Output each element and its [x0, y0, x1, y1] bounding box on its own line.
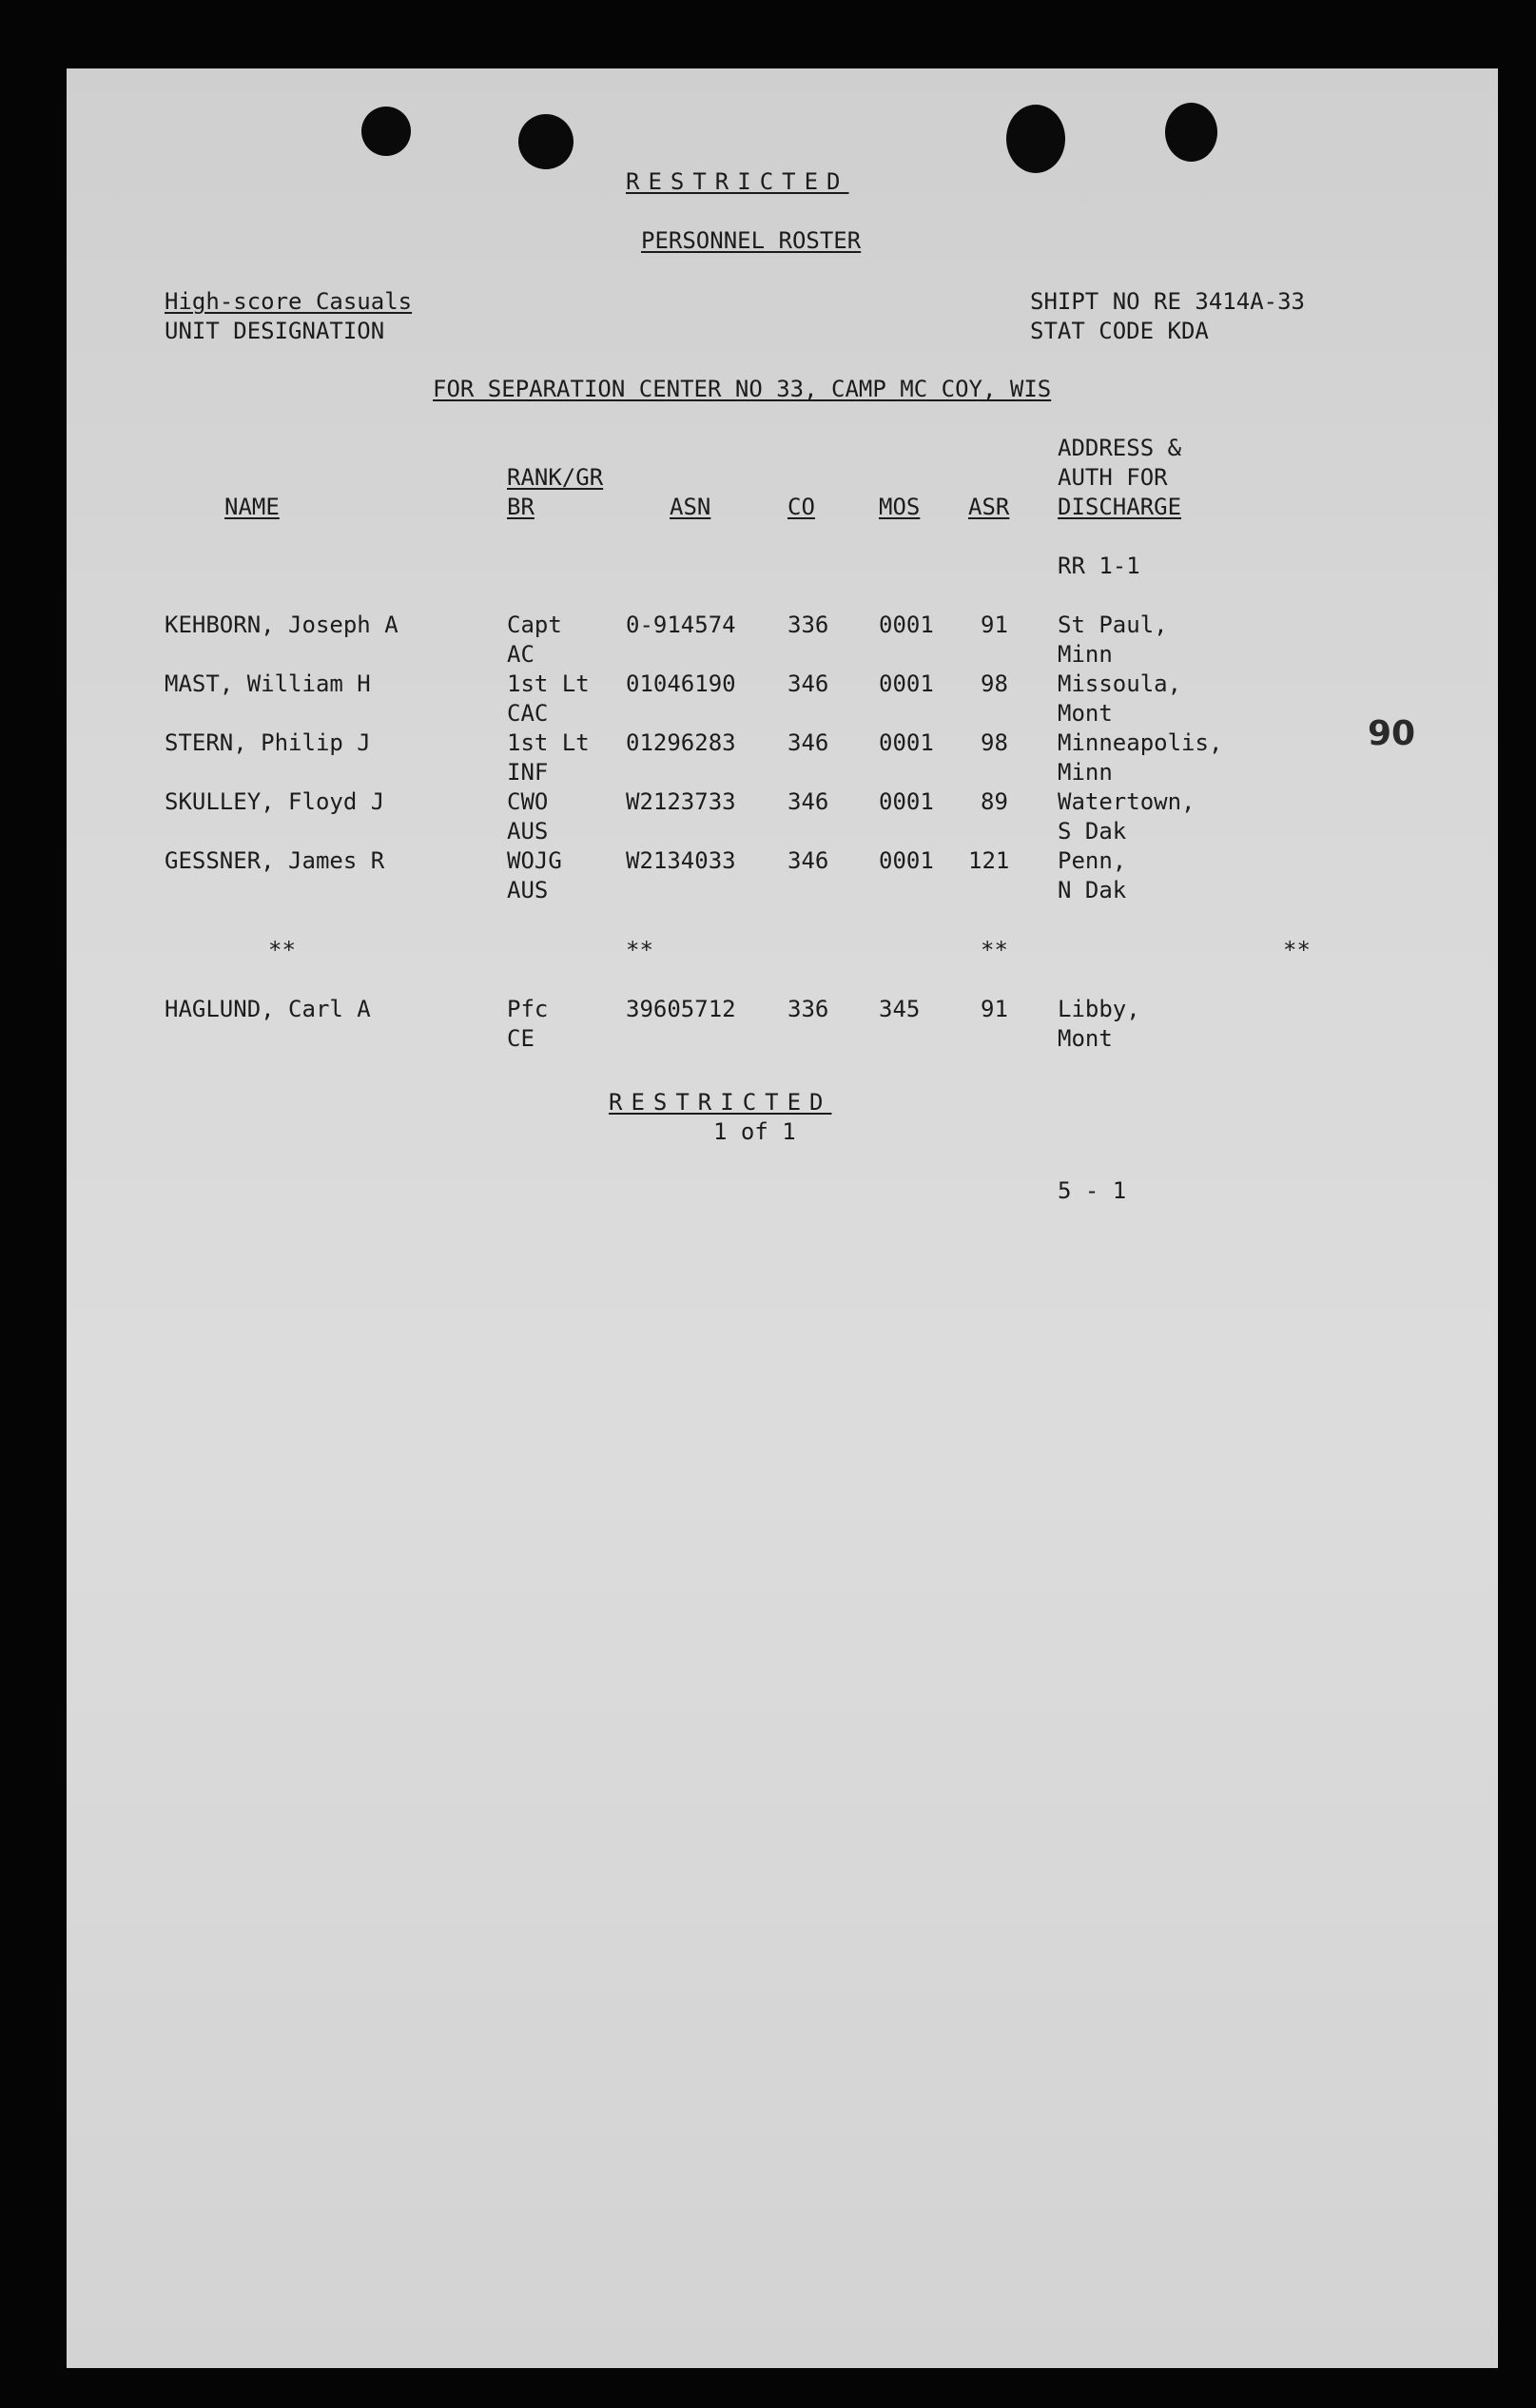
mos-cell: 0001 — [879, 729, 934, 756]
city-cell: Libby, — [1058, 996, 1140, 1022]
punch-hole — [361, 107, 411, 156]
destination-line: FOR SEPARATION CENTER NO 33, CAMP MC COY, WIS — [433, 376, 1052, 402]
mos-header: MOS — [879, 494, 921, 520]
state-cell: Minn — [1058, 759, 1113, 786]
separator-mark: ** — [268, 937, 296, 963]
separator-mark: ** — [1283, 937, 1311, 963]
co-cell: 336 — [787, 612, 829, 638]
city-cell: Minneapolis, — [1058, 729, 1223, 756]
table-row — [67, 728, 1498, 787]
separator-mark: ** — [981, 937, 1008, 963]
asr-header: ASR — [968, 494, 1010, 520]
asn-cell: 01296283 — [626, 729, 736, 756]
mos-cell: 345 — [879, 996, 921, 1022]
address-header-line1: ADDRESS & — [1058, 435, 1182, 461]
stat-code: STAT CODE KDA — [1030, 318, 1209, 344]
rank-cell: Pfc — [507, 996, 549, 1022]
unit-name: High-score Casuals — [165, 288, 413, 315]
city-cell: St Paul, — [1058, 612, 1168, 638]
name-cell: HAGLUND, Carl A — [165, 996, 371, 1022]
co-cell: 336 — [787, 996, 829, 1022]
asr-cell: 98 — [981, 670, 1008, 697]
state-cell: Minn — [1058, 641, 1113, 668]
rank-header-line2: BR — [507, 494, 535, 520]
mos-cell: 0001 — [879, 612, 934, 638]
city-cell: Penn, — [1058, 847, 1127, 874]
state-cell: N Dak — [1058, 877, 1127, 903]
asn-header: ASN — [670, 494, 711, 520]
address-header-line2: AUTH FOR — [1058, 464, 1168, 491]
asn-cell: W2134033 — [626, 847, 736, 874]
rank-cell: 1st Lt — [507, 670, 590, 697]
co-cell: 346 — [787, 729, 829, 756]
city-cell: Watertown, — [1058, 788, 1196, 815]
branch-cell: AUS — [507, 877, 549, 903]
authority-code: RR 1-1 — [1058, 553, 1140, 579]
rank-cell: Capt — [507, 612, 562, 638]
punch-hole — [1006, 105, 1065, 173]
branch-cell: CAC — [507, 700, 549, 727]
table-row — [67, 846, 1498, 905]
asr-cell: 91 — [981, 996, 1008, 1022]
punch-hole — [518, 114, 574, 169]
roster-page — [67, 68, 1498, 2368]
asr-cell: 89 — [981, 788, 1008, 815]
address-header-line3: DISCHARGE — [1058, 494, 1182, 520]
unit-label: UNIT DESIGNATION — [165, 318, 385, 344]
name-header: NAME — [224, 494, 280, 520]
restricted-heading: RESTRICTED — [626, 168, 849, 195]
co-cell: 346 — [787, 847, 829, 874]
asr-cell: 98 — [981, 729, 1008, 756]
asn-cell: 01046190 — [626, 670, 736, 697]
document-code: 5 - 1 — [1058, 1177, 1127, 1204]
rank-header-line1: RANK/GR — [507, 464, 604, 491]
table-row — [67, 787, 1498, 846]
asn-cell: 39605712 — [626, 996, 736, 1022]
co-header: CO — [787, 494, 815, 520]
mos-cell: 0001 — [879, 847, 934, 874]
name-cell: MAST, William H — [165, 670, 371, 697]
branch-cell: AC — [507, 641, 535, 668]
co-cell: 346 — [787, 788, 829, 815]
city-cell: Missoula, — [1058, 670, 1182, 697]
rank-cell: 1st Lt — [507, 729, 590, 756]
branch-cell: CE — [507, 1025, 535, 1052]
name-cell: STERN, Philip J — [165, 729, 371, 756]
punch-hole — [1165, 103, 1217, 162]
shipment-number: SHIPT NO RE 3414A-33 — [1030, 288, 1305, 315]
state-cell: Mont — [1058, 700, 1113, 727]
table-row — [67, 611, 1498, 670]
co-cell: 346 — [787, 670, 829, 697]
state-cell: S Dak — [1058, 818, 1127, 845]
restricted-footer: RESTRICTED — [609, 1089, 832, 1116]
table-row — [67, 995, 1498, 1054]
asr-cell: 121 — [968, 847, 1010, 874]
branch-cell: AUS — [507, 818, 549, 845]
separator-mark: ** — [626, 937, 653, 963]
page-title: PERSONNEL ROSTER — [641, 227, 862, 254]
name-cell: GESSNER, James R — [165, 847, 385, 874]
rank-cell: WOJG — [507, 847, 562, 874]
name-cell: SKULLEY, Floyd J — [165, 788, 385, 815]
margin-note: 90 — [1368, 714, 1416, 753]
mos-cell: 0001 — [879, 670, 934, 697]
state-cell: Mont — [1058, 1025, 1113, 1052]
name-cell: KEHBORN, Joseph A — [165, 612, 399, 638]
mos-cell: 0001 — [879, 788, 934, 815]
branch-cell: INF — [507, 759, 549, 786]
table-row — [67, 670, 1498, 728]
rank-cell: CWO — [507, 788, 549, 815]
page-number: 1 of 1 — [713, 1118, 796, 1145]
asr-cell: 91 — [981, 612, 1008, 638]
asn-cell: W2123733 — [626, 788, 736, 815]
asn-cell: 0-914574 — [626, 612, 736, 638]
